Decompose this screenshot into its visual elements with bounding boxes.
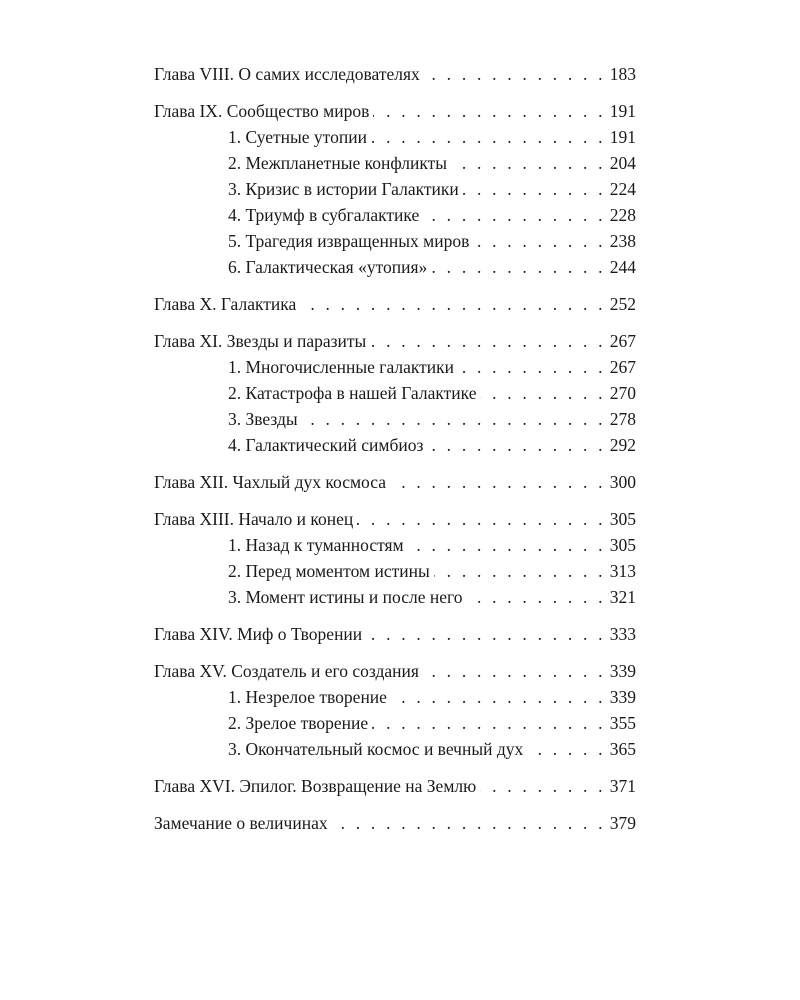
toc-section [154, 98, 636, 280]
toc-subentry [154, 558, 636, 584]
dot-leader [373, 98, 605, 124]
dot-leader [463, 176, 606, 202]
page-number: 355 [609, 713, 636, 733]
toc-section [154, 810, 636, 836]
subentry-title: 6. Галактическая «утопия» [228, 254, 431, 280]
toc-section [154, 61, 636, 87]
chapter-title: Глава XIV. Миф о Творении [154, 621, 366, 647]
toc-section [154, 506, 636, 610]
chapter-title: Глава XV. Создатель и его создания [154, 658, 423, 684]
page-number: 365 [609, 739, 636, 759]
subentry-title: 1. Назад к туманностям [228, 532, 408, 558]
toc-chapter-entry [154, 621, 636, 647]
toc-subentry [154, 532, 636, 558]
subentry-title: 3. Окончательный космос и вечный дух [228, 736, 527, 762]
toc-chapter-entry [154, 61, 636, 87]
page-number: 278 [609, 409, 636, 429]
subentry-title: 2. Катастрофа в нашей Галактике [228, 380, 480, 406]
dot-leader [423, 658, 606, 684]
page-number: 339 [609, 687, 636, 707]
toc-subentry [154, 354, 636, 380]
page-number: 244 [609, 257, 636, 277]
toc-subentry [154, 150, 636, 176]
toc-subentry [154, 684, 636, 710]
page-number: 321 [609, 587, 636, 607]
page-number: 252 [609, 294, 636, 314]
toc-section [154, 291, 636, 317]
dot-leader [390, 469, 606, 495]
page-number: 371 [609, 776, 636, 796]
toc-section [154, 328, 636, 458]
toc-subentry [154, 380, 636, 406]
dot-leader [300, 291, 605, 317]
toc-section [154, 621, 636, 647]
subentry-title: 2. Зрелое творение [228, 710, 372, 736]
page-number: 267 [609, 331, 636, 351]
toc-subentry [154, 584, 636, 610]
dot-leader [391, 684, 606, 710]
dot-leader [473, 228, 605, 254]
toc-section [154, 658, 636, 762]
page-number: 238 [609, 231, 636, 251]
toc-section [154, 469, 636, 495]
page-number: 339 [609, 661, 636, 681]
page-number: 292 [609, 435, 636, 455]
dot-leader [366, 621, 606, 647]
dot-leader [451, 150, 606, 176]
page-number: 270 [609, 383, 636, 403]
dot-leader [434, 558, 606, 584]
chapter-title: Глава X. Галактика [154, 291, 300, 317]
dot-leader [370, 328, 605, 354]
toc-subentry [154, 710, 636, 736]
toc-subentry [154, 406, 636, 432]
dot-leader [527, 736, 606, 762]
dot-leader [372, 710, 606, 736]
subentry-title: 3. Момент истины и после него [228, 584, 466, 610]
subentry-title: 1. Незрелое творение [228, 684, 391, 710]
table-of-contents [154, 61, 636, 847]
toc-chapter-entry [154, 98, 636, 124]
dot-leader [302, 406, 606, 432]
page-number: 183 [609, 64, 636, 84]
dot-leader [408, 532, 606, 558]
page-number: 228 [609, 205, 636, 225]
toc-chapter-entry [154, 506, 636, 532]
subentry-title: 5. Трагедия извращенных миров [228, 228, 473, 254]
subentry-title: 3. Кризис в истории Галактики [228, 176, 463, 202]
toc-chapter-entry [154, 291, 636, 317]
toc-subentry [154, 736, 636, 762]
page-number: 267 [609, 357, 636, 377]
subentry-title: 4. Триумф в субгалактике [228, 202, 423, 228]
toc-chapter-entry [154, 773, 636, 799]
toc-subentry [154, 202, 636, 228]
chapter-title: Глава VIII. О самих исследователях [154, 61, 424, 87]
toc-subentry [154, 176, 636, 202]
page-number: 224 [609, 179, 636, 199]
page-number: 379 [609, 813, 636, 833]
subentry-title: 1. Суетные утопии [228, 124, 371, 150]
page-number: 313 [609, 561, 636, 581]
toc-subentry [154, 124, 636, 150]
dot-leader [423, 202, 605, 228]
chapter-title: Глава XI. Звезды и паразиты [154, 328, 370, 354]
dot-leader [332, 810, 606, 836]
dot-leader [371, 124, 606, 150]
page-number: 333 [609, 624, 636, 644]
toc-chapter-entry [154, 328, 636, 354]
toc-chapter-entry [154, 469, 636, 495]
chapter-title: Глава XIII. Начало и конец [154, 506, 357, 532]
toc-subentry [154, 254, 636, 280]
page-number: 300 [609, 472, 636, 492]
toc-section [154, 773, 636, 799]
dot-leader [431, 254, 605, 280]
page-number: 305 [609, 509, 636, 529]
page-number: 204 [609, 153, 636, 173]
toc-chapter-entry [154, 658, 636, 684]
chapter-title: Глава IX. Сообщество миров [154, 98, 373, 124]
page-number: 305 [609, 535, 636, 555]
toc-subentry [154, 432, 636, 458]
subentry-title: 3. Звезды [228, 406, 302, 432]
toc-subentry [154, 228, 636, 254]
dot-leader [480, 380, 605, 406]
toc-chapter-entry [154, 810, 636, 836]
subentry-title: 2. Межпланетные конфликты [228, 150, 451, 176]
subentry-title: 1. Многочисленные галактики [228, 354, 458, 380]
subentry-title: 2. Перед моментом истины [228, 558, 434, 584]
page-number: 191 [609, 101, 636, 121]
dot-leader [480, 773, 606, 799]
dot-leader [427, 432, 605, 458]
dot-leader [458, 354, 606, 380]
subentry-title: 4. Галактический симбиоз [228, 432, 427, 458]
chapter-title: Глава XII. Чахлый дух космоса [154, 469, 390, 495]
dot-leader [357, 506, 606, 532]
page-number: 191 [609, 127, 636, 147]
dot-leader [466, 584, 605, 610]
chapter-title: Замечание о величинах [154, 810, 332, 836]
dot-leader [424, 61, 606, 87]
chapter-title: Глава XVI. Эпилог. Возвращение на Землю [154, 773, 480, 799]
